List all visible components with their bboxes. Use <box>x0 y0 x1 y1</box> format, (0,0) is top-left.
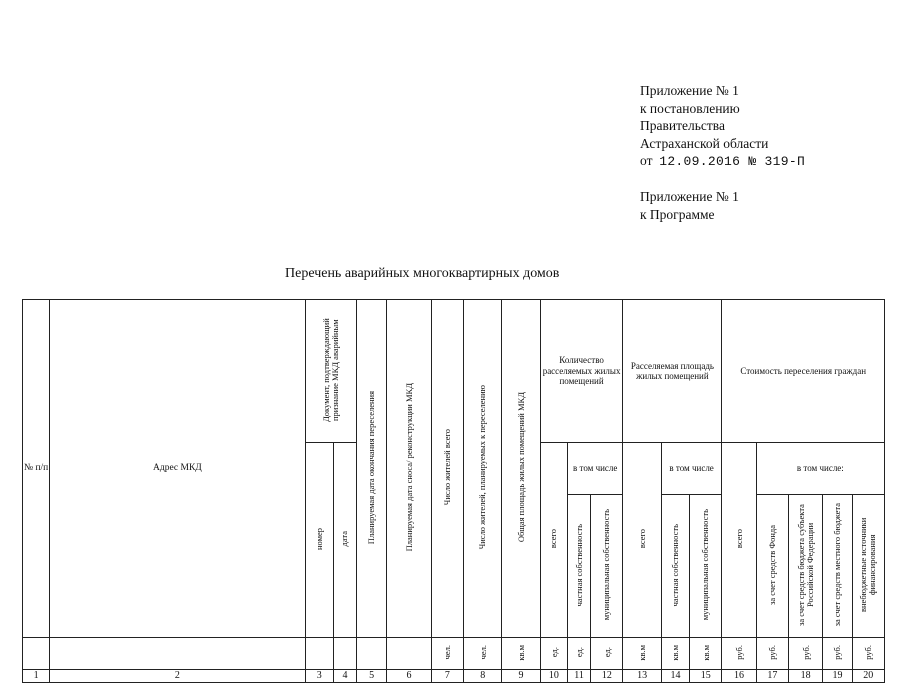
unit-cell: руб. <box>823 638 852 670</box>
unit-cell: чел. <box>464 638 502 670</box>
col-header-cost-region: за счет средств бюджета субъекта Российской Федерации <box>789 495 823 638</box>
column-number: 10 <box>540 670 567 683</box>
unit-cell: руб. <box>756 638 788 670</box>
col-header-cost-total: всего <box>722 443 756 638</box>
document-title: Перечень аварийных многоквартирных домов <box>285 266 560 281</box>
appendix-line: к постановлению <box>640 100 740 116</box>
col-header-qty-total: всего <box>540 443 567 638</box>
col-header-cost-fund: за счет средств Фонда <box>756 495 788 638</box>
unit-cell: кв.м <box>661 638 689 670</box>
column-number: 13 <box>623 670 661 683</box>
unit-cell: ед. <box>591 638 623 670</box>
col-header-qty-private: частная собственность <box>567 495 590 638</box>
col-header-total-area: Общая площадь жилых помещений МКД <box>502 300 540 638</box>
sub-header-area-incl: в том числе <box>661 443 722 495</box>
appendix-line: Правительства <box>640 118 725 134</box>
column-number: 17 <box>756 670 788 683</box>
col-header-area-total: всего <box>623 443 661 638</box>
unit-cell: ед. <box>567 638 590 670</box>
column-number: 9 <box>502 670 540 683</box>
col-header-residents-total: Число жителей всего <box>431 300 463 638</box>
unit-cell: чел. <box>431 638 463 670</box>
column-number: 18 <box>789 670 823 683</box>
group-header-quantity: Количество расселяемых жилых помещений <box>540 300 623 443</box>
col-header-num: № п/п <box>23 300 50 638</box>
appendix-line: Астраханской области <box>640 135 769 151</box>
appendix-date-line <box>640 152 805 171</box>
column-number: 16 <box>722 670 756 683</box>
col-header-qty-municipal: муниципальная собственность <box>591 495 623 638</box>
column-number: 15 <box>690 670 722 683</box>
unit-cell: кв.м <box>623 638 661 670</box>
column-number: 12 <box>591 670 623 683</box>
group-header-cost: Стоимость переселения граждан <box>722 300 885 443</box>
unit-cell: руб. <box>789 638 823 670</box>
houses-table <box>22 299 885 683</box>
column-number: 7 <box>431 670 463 683</box>
col-header-residents-planned: Число жителей, планируемых к переселению <box>464 300 502 638</box>
column-number: 11 <box>567 670 590 683</box>
col-header-planned-demolition: Планируемая дата сноса/ реконструкции МКД <box>387 300 431 638</box>
sub-header-cost-incl: в том числе: <box>756 443 884 495</box>
column-number: 6 <box>387 670 431 683</box>
appendix-block <box>640 82 805 223</box>
column-number: 4 <box>333 670 356 683</box>
column-number: 5 <box>357 670 387 683</box>
unit-cell: кв.м <box>690 638 722 670</box>
column-number: 19 <box>823 670 852 683</box>
unit-cell: руб. <box>852 638 884 670</box>
date-prefix: от <box>640 153 653 169</box>
col-header-doc-number: номер <box>305 443 333 638</box>
column-number: 1 <box>23 670 50 683</box>
column-number: 8 <box>464 670 502 683</box>
column-number: 14 <box>661 670 689 683</box>
column-number: 2 <box>50 670 305 683</box>
col-header-address: Адрес МКД <box>50 300 305 638</box>
appendix-line: к Программе <box>640 206 715 222</box>
col-header-area-private: частная собственность <box>661 495 689 638</box>
col-header-area-municipal: муниципальная собственность <box>690 495 722 638</box>
unit-cell: кв.м <box>502 638 540 670</box>
date-number-stamp: 12.09.2016 № 319-П <box>659 154 806 170</box>
unit-cell: руб. <box>722 638 756 670</box>
col-header-planned-relocation: Планируемая дата окончания переселения <box>357 300 387 638</box>
column-number: 20 <box>852 670 884 683</box>
col-header-document: Документ, подтверждающий признание МКД аварийным <box>305 300 356 443</box>
sub-header-qty-incl: в том числе <box>567 443 623 495</box>
group-header-area: Расселяемая площадь жилых помещений <box>623 300 722 443</box>
col-header-cost-extra: внебюджетные источники финансирования <box>852 495 884 638</box>
col-header-doc-date: дата <box>333 443 356 638</box>
unit-cell: ед. <box>540 638 567 670</box>
col-header-cost-local: за счет средств местного бюджета <box>823 495 852 638</box>
appendix-line: Приложение № 1 <box>640 188 739 204</box>
appendix-line: Приложение № 1 <box>640 83 739 98</box>
column-number: 3 <box>305 670 333 683</box>
